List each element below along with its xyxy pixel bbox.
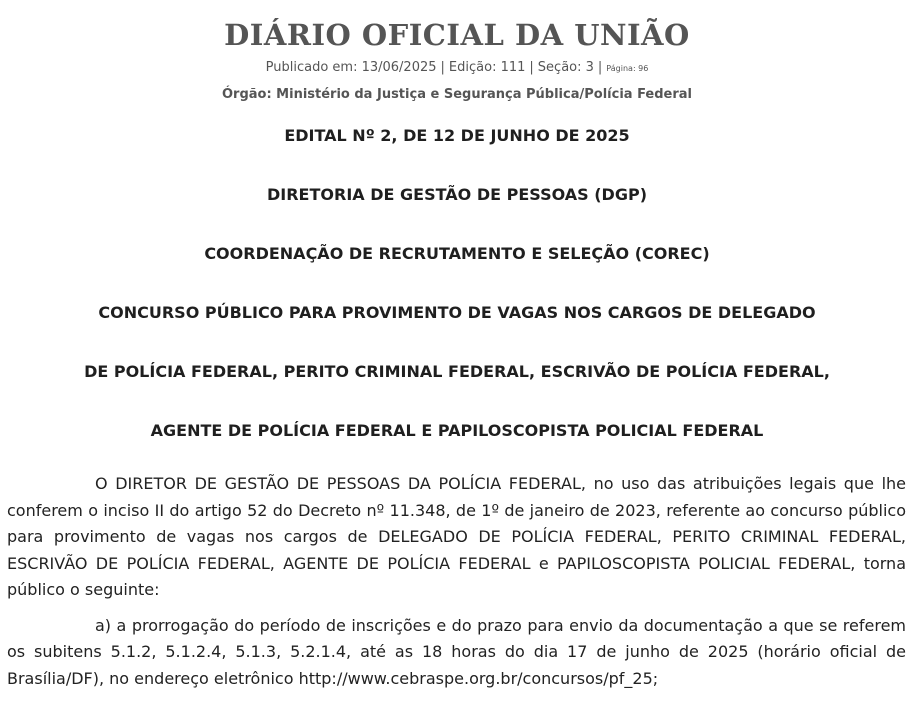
section-number: Seção: 3	[537, 60, 594, 75]
meta-separator: |	[440, 60, 445, 75]
contest-heading-line-3: AGENTE DE POLÍCIA FEDERAL E PAPILOSCOPISTA POLICIAL FEDERAL	[150, 421, 764, 440]
masthead	[0, 0, 914, 104]
body-paragraph: O DIRETOR DE GESTÃO DE PESSOAS DA POLÍCIA FEDERAL, no uso das atribuições legais que lhe conferem o inciso II do artigo 52 do Decreto nº 11.348, de 1º de janeiro de 2023, referente ao concurso público para provimento de vagas nos cargos de DELEGADO DE POLÍCIA FEDERAL, PERITO CRIMINAL FEDERAL, ESCRIVÃO DE POLÍCIA FEDERAL, AGENTE DE POLÍCIA FEDERAL e PAPILOSCOPISTA POLICIAL FEDERAL, torna público o seguinte:	[7, 474, 906, 599]
document-body	[0, 471, 914, 692]
publication-meta	[0, 59, 914, 78]
meta-separator: |	[597, 60, 603, 75]
meta-separator: |	[529, 60, 534, 75]
published-date: Publicado em: 13/06/2025	[265, 60, 437, 75]
issuing-organ: Órgão: Ministério da Justiça e Segurança Pública/Polícia Federal	[221, 87, 693, 102]
directorate-heading: DIRETORIA DE GESTÃO DE PESSOAS (DGP)	[267, 185, 647, 204]
publication-title: DIÁRIO OFICIAL DA UNIÃO	[224, 18, 690, 52]
body-paragraph: a) a prorrogação do período de inscrições e do prazo para envio da documentação a que se referem os subitens 5.1.2, 5.1.2.4, 5.1.3, 5.2.1.4, até as 18 horas do dia 17 de junho de 2025 (horário oficial de Brasília/DF), no endereço eletrônico http://www.cebraspe.org.br/concursos/pf_25;	[7, 615, 906, 688]
page-number: Página: 96	[606, 64, 649, 73]
edital-heading: EDITAL Nº 2, DE 12 DE JUNHO DE 2025	[284, 126, 630, 145]
contest-heading-line-2: DE POLÍCIA FEDERAL, PERITO CRIMINAL FEDERAL, ESCRIVÃO DE POLÍCIA FEDERAL,	[84, 362, 830, 381]
coordination-heading: COORDENAÇÃO DE RECRUTAMENTO E SELEÇÃO (COREC)	[204, 244, 710, 263]
document-headings	[0, 126, 914, 441]
contest-heading-line-1: CONCURSO PÚBLICO PARA PROVIMENTO DE VAGAS NOS CARGOS DE DELEGADO	[98, 303, 816, 322]
edition-number: Edição: 111	[448, 60, 526, 75]
